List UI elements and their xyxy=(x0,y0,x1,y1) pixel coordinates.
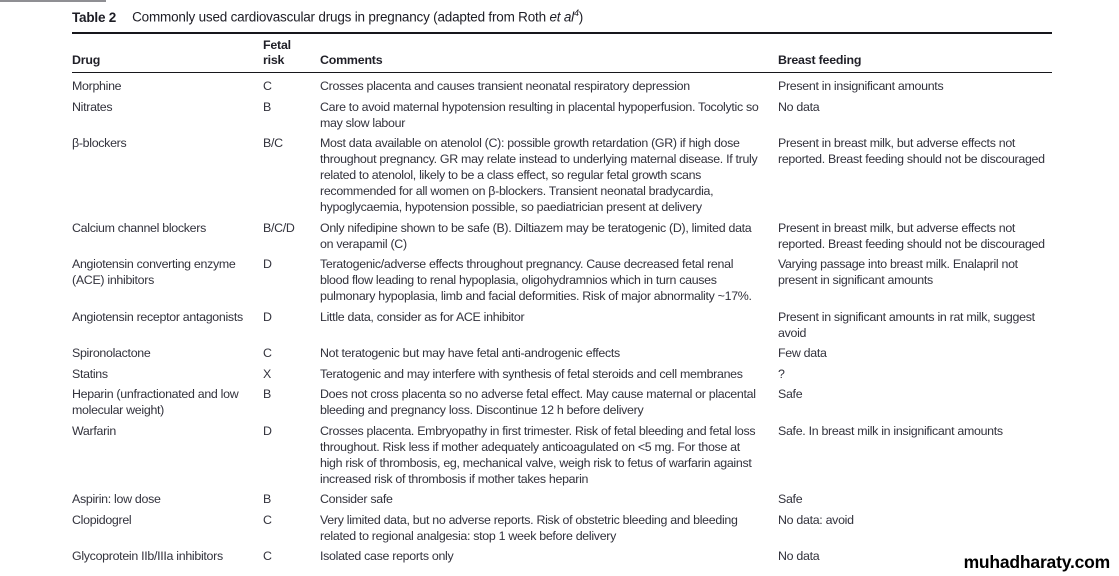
fetal-risk-value: C xyxy=(263,79,272,93)
drug-name: Warfarin xyxy=(72,423,116,438)
table-row xyxy=(72,215,1052,252)
comments-text: Only nifedipine shown to be safe (B). Diltiazem may be teratogenic (D), limited data on verapamil (C) xyxy=(320,220,752,251)
drug-name: Angiotensin receptor antagonists xyxy=(72,309,243,324)
table-row xyxy=(72,341,1052,362)
comments-text: Care to avoid maternal hypotension resulting in placental hypoperfusion. Tocolytic so may slow labour xyxy=(320,99,759,130)
col-header-breast-feeding: Breast feeding xyxy=(778,52,862,67)
fetal-risk-value: B/C xyxy=(263,136,283,150)
fetal-risk-value: X xyxy=(263,366,271,381)
table-row xyxy=(72,507,1052,544)
caption-close: ) xyxy=(578,9,584,25)
scan-edge-artifact xyxy=(0,0,106,2)
fetal-risk-value: B xyxy=(263,492,271,506)
col-header-drug: Drug xyxy=(72,52,101,67)
fetal-risk-value: C xyxy=(263,346,272,360)
drug-name: Angiotensin converting enzyme (ACE) inhibitors xyxy=(72,257,236,287)
table-row xyxy=(72,252,1052,305)
comments-text: Not teratogenic but may have fetal anti-androgenic effects xyxy=(320,346,620,360)
breast-feeding-text: Safe xyxy=(778,387,803,401)
fetal-risk-value: D xyxy=(263,257,272,271)
table-row xyxy=(72,74,1052,95)
drug-name: Aspirin: low dose xyxy=(72,492,161,506)
fetal-risk-value: B xyxy=(263,99,271,114)
fetal-risk-value: B/C/D xyxy=(263,220,295,235)
breast-feeding-text: No data xyxy=(778,99,820,114)
drug-name: Morphine xyxy=(72,79,122,93)
breast-feeding-text: Present in significant amounts in rat milk, suggest avoid xyxy=(778,309,1035,340)
drug-name: Clopidogrel xyxy=(72,512,132,527)
breast-feeding-text: Present in breast milk, but adverse effects not reported. Breast feeding should not be discouraged xyxy=(778,136,1045,166)
table-row xyxy=(72,544,1052,565)
table-row xyxy=(72,131,1052,216)
fetal-risk-value: B xyxy=(263,387,271,401)
table-body xyxy=(72,73,1052,565)
comments-text: Crosses placenta and causes transient neonatal respiratory depression xyxy=(320,79,690,93)
site-watermark: muhadharaty.com xyxy=(963,552,1110,572)
col-header-fetal-risk xyxy=(263,38,320,68)
comments-text: Teratogenic/adverse effects throughout pregnancy. Cause decreased fetal renal blood flow leading to renal hypoplasia, oligohydramnios which in turn causes pulmonary hypoplasia, limb and facial deformities. Risk of major abnormality ~17%. xyxy=(320,257,752,303)
fetal-risk-value: C xyxy=(263,512,272,527)
comments-text: Does not cross placenta so no adverse fetal effect. May cause maternal or placental bleeding and pregnancy loss. Discontinue 12 h before delivery xyxy=(320,387,756,417)
breast-feeding-text: Safe xyxy=(778,492,803,506)
comments-text: Isolated case reports only xyxy=(320,549,454,563)
fetal-risk-value: D xyxy=(263,423,272,438)
breast-feeding-text: ? xyxy=(778,366,785,381)
comments-text: Crosses placenta. Embryopathy in first trimester. Risk of fetal bleeding and fetal loss throughout. Risk less if mother adequately anticoagulated on <5 mg. For those at high risk of thrombosis, eg, mechanical valve, weigh risk to fetus of warfarin against increased risk of thrombosis if mother takes heparin xyxy=(320,423,756,486)
drug-name: β-blockers xyxy=(72,136,127,150)
breast-feeding-text: Varying passage into breast milk. Enalapril not present in significant amounts xyxy=(778,257,1018,287)
drug-table xyxy=(72,5,1052,564)
comments-text: Little data, consider as for ACE inhibitor xyxy=(320,309,525,324)
table-row xyxy=(72,418,1052,487)
table-row xyxy=(72,382,1052,419)
col-header-comments: Comments xyxy=(320,52,383,67)
table-header-row xyxy=(72,34,1052,72)
reference-superscript: 4 xyxy=(573,8,579,18)
comments-text: Very limited data, but no adverse reports. Risk of obstetric bleeding and bleeding related to regional analgesia: stop 1 week before delivery xyxy=(320,512,738,543)
comments-text: Consider safe xyxy=(320,492,393,506)
col-header-fetal-risk-label: Fetal risk xyxy=(263,37,291,67)
drug-name: Spironolactone xyxy=(72,346,151,360)
drug-name: Statins xyxy=(72,366,108,381)
table-title xyxy=(72,5,1052,32)
table-row xyxy=(72,487,1052,508)
breast-feeding-text: Present in breast milk, but adverse effects not reported. Breast feeding should not be discouraged xyxy=(778,220,1045,251)
breast-feeding-text: Safe. In breast milk in insignificant amounts xyxy=(778,423,1003,438)
drug-name: Glycoprotein IIb/IIIa inhibitors xyxy=(72,549,223,563)
drug-name: Calcium channel blockers xyxy=(72,220,206,235)
drug-name: Nitrates xyxy=(72,99,113,114)
table-caption: Commonly used cardiovascular drugs in pregnancy (adapted from Roth xyxy=(132,9,550,25)
table-row xyxy=(72,304,1052,341)
comments-text: Teratogenic and may interfere with synthesis of fetal steroids and cell membranes xyxy=(320,366,743,381)
table-row xyxy=(72,361,1052,382)
table-row xyxy=(72,94,1052,131)
drug-name: Heparin (unfractionated and low molecular weight) xyxy=(72,387,239,417)
breast-feeding-text: Few data xyxy=(778,346,827,360)
breast-feeding-text: No data xyxy=(778,549,820,563)
breast-feeding-text: Present in insignificant amounts xyxy=(778,79,944,93)
fetal-risk-value: D xyxy=(263,309,272,324)
etal-italic: et al xyxy=(549,9,574,25)
table-number: Table 2 xyxy=(72,9,117,25)
fetal-risk-value: C xyxy=(263,549,272,563)
comments-text: Most data available on atenolol (C): possible growth retardation (GR) if high dose throughout pregnancy. GR may relate instead to underlying maternal disease. If truly related to atenolol, likely to be a class effect, so regular fetal growth scans recommended for all women on β-blockers. Transient neonatal bradycardia, hypoglycaemia, hypotension possible, so paediatrician present at delivery xyxy=(320,136,758,214)
breast-feeding-text: No data: avoid xyxy=(778,512,854,527)
